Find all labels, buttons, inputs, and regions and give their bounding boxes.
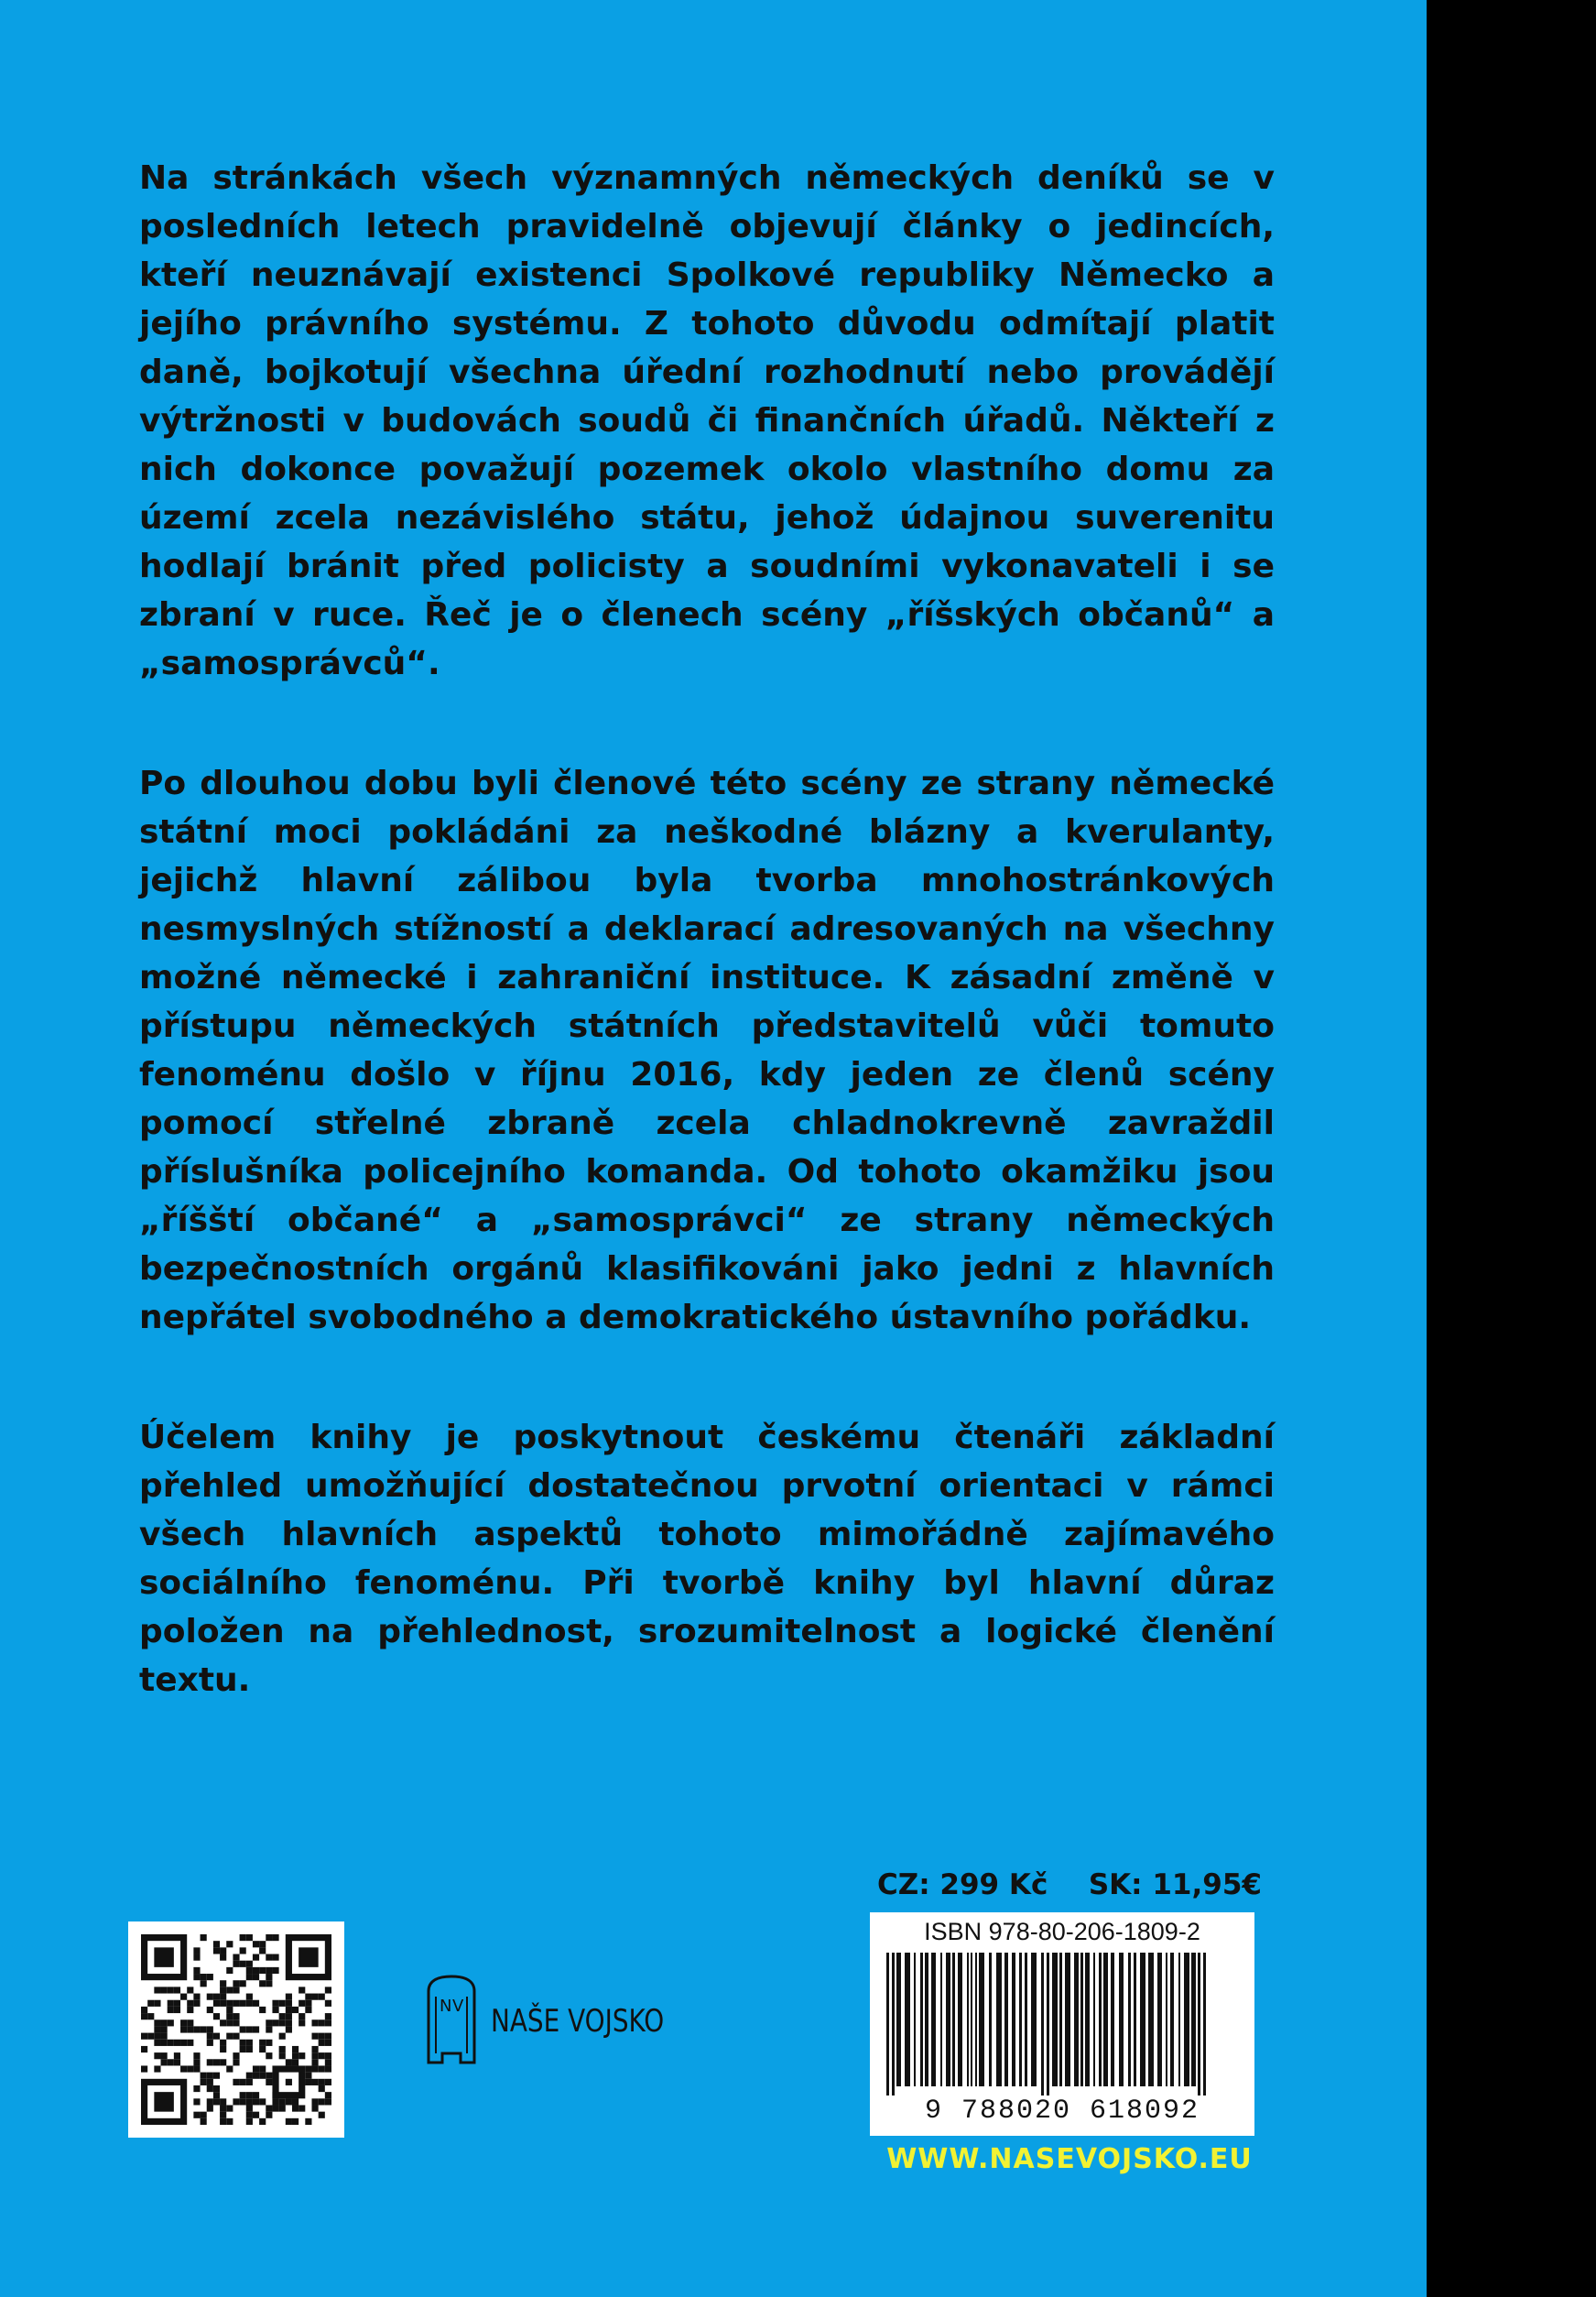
svg-text:V: V — [452, 1997, 464, 2016]
blurb-text — [139, 154, 1275, 1776]
publisher-logo — [423, 1971, 702, 2072]
barcode-box — [870, 1912, 1254, 2136]
qr-code-icon — [128, 1921, 344, 2138]
website-url[interactable]: WWW.NASEVOJSKO.EU — [886, 2143, 1253, 2175]
barcode-icon — [883, 1953, 1242, 2096]
isbn-digits: 9 788020 618092 — [924, 2096, 1200, 2127]
svg-text:N: N — [440, 1997, 452, 2016]
price-sk: SK: 11,95€ — [1088, 1868, 1262, 1901]
isbn-label: ISBN 978-80-206-1809-2 — [924, 1918, 1200, 1945]
blurb-paragraph-1: Na stránkách všech významných německých deníků se v posledních letech pravidelně objevují články o jedincích, kteří neuznávají existenci Spolkové republiky Německo a jejího právního systému. Z tohoto důvodu odmítají platit daně, bojkotují všechna úřední rozhodnutí nebo provádějí výtržnosti v budovách soudů či finančních úřadů. Někteří z nich dokonce považují pozemek okolo vlastního domu za území zcela nezávislého státu, jehož údajnou suverenitu hodlají bránit před policisty a soudními vykonavateli i se zbraní v ruce. Řeč je o členech scény „říšských občanů“ a „samosprávců“. — [139, 159, 1275, 682]
publisher-logo-icon — [423, 1971, 480, 2072]
spine — [1427, 0, 1596, 2297]
publisher-name: NAŠE VOJSKO — [491, 2003, 665, 2040]
price-row — [877, 1868, 1262, 1901]
blurb-paragraph-3: Účelem knihy je poskytnout českému čtenáři základní přehled umožňující dostatečnou prvotní orientaci v rámci všech hlavních aspektů tohoto mimořádně zajímavého sociálního fenoménu. Při tvorbě knihy byl hlavní důraz položen na přehlednost, srozumitelnost a logické členění textu. — [139, 1419, 1275, 1699]
blurb-paragraph-2: Po dlouhou dobu byli členové této scény ze strany německé státní moci pokládáni za neškodné blázny a kverulanty, jejichž hlavní zálibou byla tvorba mnohostránkových nesmyslných stížností a deklarací adresovaných na všechny možné německé i zahraniční instituce. K zásadní změně v přístupu německých státních představitelů vůči tomuto fenoménu došlo v říjnu 2016, kdy jeden ze členů scény pomocí střelné zbraně zcela chladnokrevně zavraždil příslušníka policejního komanda. Od tohoto okamžiku jsou „říšští občané“ a „samosprávci“ ze strany německých bezpečnostních orgánů klasifikováni jako jedni z hlavních nepřátel svobodného a demokratického ústavního pořádku. — [139, 765, 1275, 1336]
price-cz: CZ: 299 Kč — [877, 1868, 1048, 1901]
